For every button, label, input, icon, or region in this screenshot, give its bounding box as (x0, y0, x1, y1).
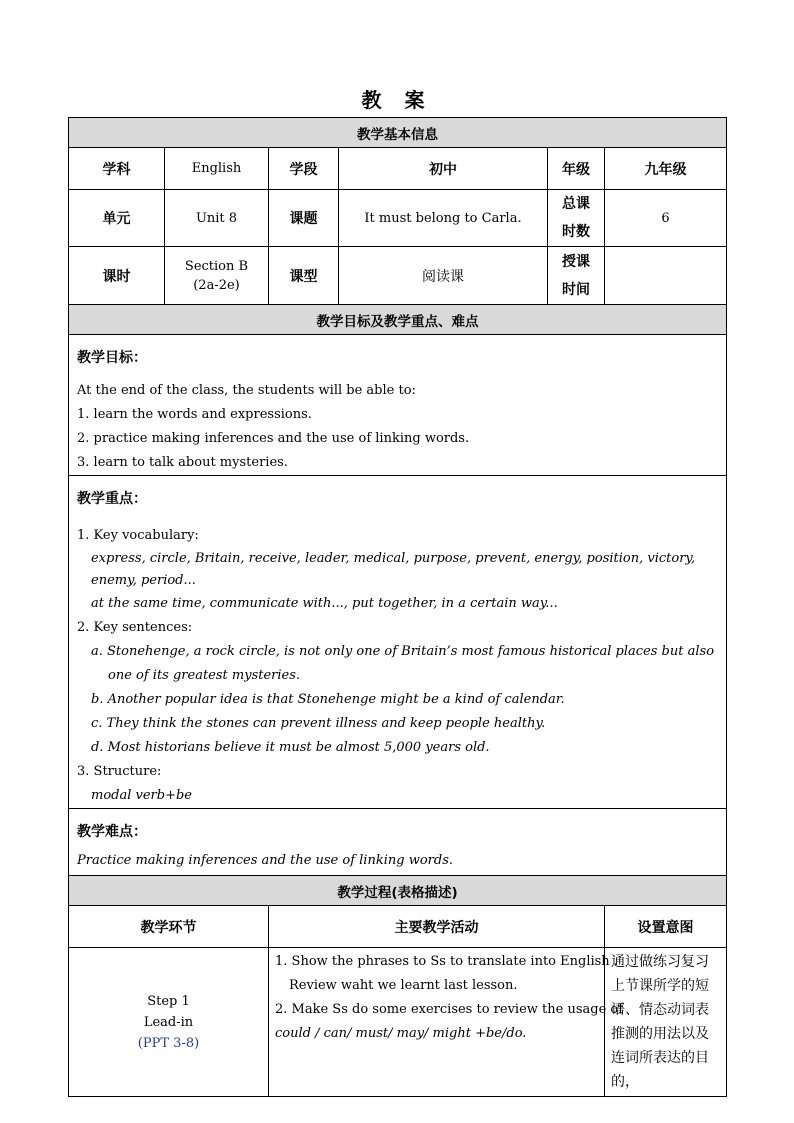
activity-line: 1. Show the phrases to Ss to translate into English . (275, 954, 618, 969)
key-points-section (69, 476, 727, 809)
basic-info-header: 教学基本信息 (69, 118, 727, 148)
process-col-activity: 主要教学活动 (269, 906, 605, 948)
period-value-line1: Section B (184, 258, 249, 274)
total-hours-label-line2: 时数 (562, 224, 590, 240)
teaching-time-value (605, 247, 727, 305)
structure-value: modal verb+be (91, 788, 192, 803)
stage-value: 初中 (339, 148, 548, 190)
topic-value: It must belong to Carla. (339, 190, 548, 247)
total-hours-value: 6 (605, 190, 727, 247)
subject-label: 学科 (69, 148, 165, 190)
period-label: 课时 (69, 247, 165, 305)
subject-value: English (165, 148, 269, 190)
difficulties-heading: 教学难点： (77, 824, 147, 840)
objectives-section (69, 335, 727, 476)
topic-label: 课题 (269, 190, 339, 247)
unit-value: Unit 8 (165, 190, 269, 247)
difficulties-section (69, 809, 727, 876)
teaching-time-label-line2: 时间 (562, 281, 590, 298)
sentences-title: 2. Key sentences: (77, 620, 193, 635)
step1-intent: 通过做练习复习上节课所学的短语、情态动词表推测的用法以及连词所表达的目的， (605, 948, 727, 1097)
process-col-step: 教学环节 (69, 906, 269, 948)
vocab-words: express, circle, Britain, receive, leader, medical, purpose, prevent, energy, position, victory, enemy, period... (91, 551, 696, 588)
activity-line: 2. Make Ss do some exercises to review the usage of (275, 1002, 624, 1017)
unit-label: 单元 (69, 190, 165, 247)
process-header: 教学过程(表格描述) (69, 876, 727, 906)
total-hours-label (548, 190, 605, 247)
process-col-intent: 设置意图 (605, 906, 727, 948)
teaching-time-label-line1: 授课 (562, 253, 590, 270)
teaching-time-label (548, 247, 605, 305)
sentence-d: d. Most historians believe it must be almost 5,000 years old. (91, 740, 490, 755)
activity-line: Review waht we learnt last lesson. (289, 978, 518, 993)
period-value (165, 247, 269, 305)
grade-label: 年级 (548, 148, 605, 190)
vocab-phrases: at the same time, communicate with..., put together, in a certain way... (91, 596, 558, 611)
type-label: 课型 (269, 247, 339, 305)
objectives-line: 2. practice making inferences and the use of linking words. (77, 431, 470, 446)
period-value-line2: (2a-2e) (193, 277, 240, 293)
lesson-plan-table (68, 117, 727, 1097)
page-title: 教 案 (361, 88, 433, 112)
sentence-c: c. They think the stones can prevent illness and keep people healthy. (91, 716, 546, 731)
step1-number: Step 1 (147, 993, 190, 1009)
sentence-a-line2: one of its greatest mysteries. (108, 668, 301, 683)
structure-title: 3. Structure: (77, 764, 162, 779)
sentence-b: b. Another popular idea is that Stonehenge might be a kind of calendar. (91, 692, 565, 707)
step1-ppt: (PPT 3-8) (137, 1035, 200, 1051)
step1-activities (269, 948, 624, 1097)
total-hours-label-line1: 总课 (562, 196, 590, 212)
grade-value: 九年级 (605, 148, 727, 190)
sentence-a-line1: a. Stonehenge, a rock circle, is not only one of Britain’s most famous historical places but also (91, 644, 715, 659)
objectives-line: 1. learn the words and expressions. (77, 407, 312, 422)
step1-name: Lead-in (143, 1014, 194, 1030)
vocab-title: 1. Key vocabulary: (77, 528, 199, 543)
objectives-line: At the end of the class, the students will be able to: (77, 383, 416, 398)
step1-cell (69, 948, 269, 1097)
activity-line: could / can/ must/ may/ might +be/do. (275, 1026, 527, 1041)
key-points-heading: 教学重点： (77, 491, 147, 507)
stage-label: 学段 (269, 148, 339, 190)
difficulties-text: Practice making inferences and the use of linking words. (77, 853, 453, 868)
goals-header: 教学目标及教学重点、难点 (69, 305, 727, 335)
objectives-line: 3. learn to talk about mysteries. (77, 455, 288, 470)
type-value: 阅读课 (339, 247, 548, 305)
objectives-heading: 教学目标： (77, 350, 147, 366)
